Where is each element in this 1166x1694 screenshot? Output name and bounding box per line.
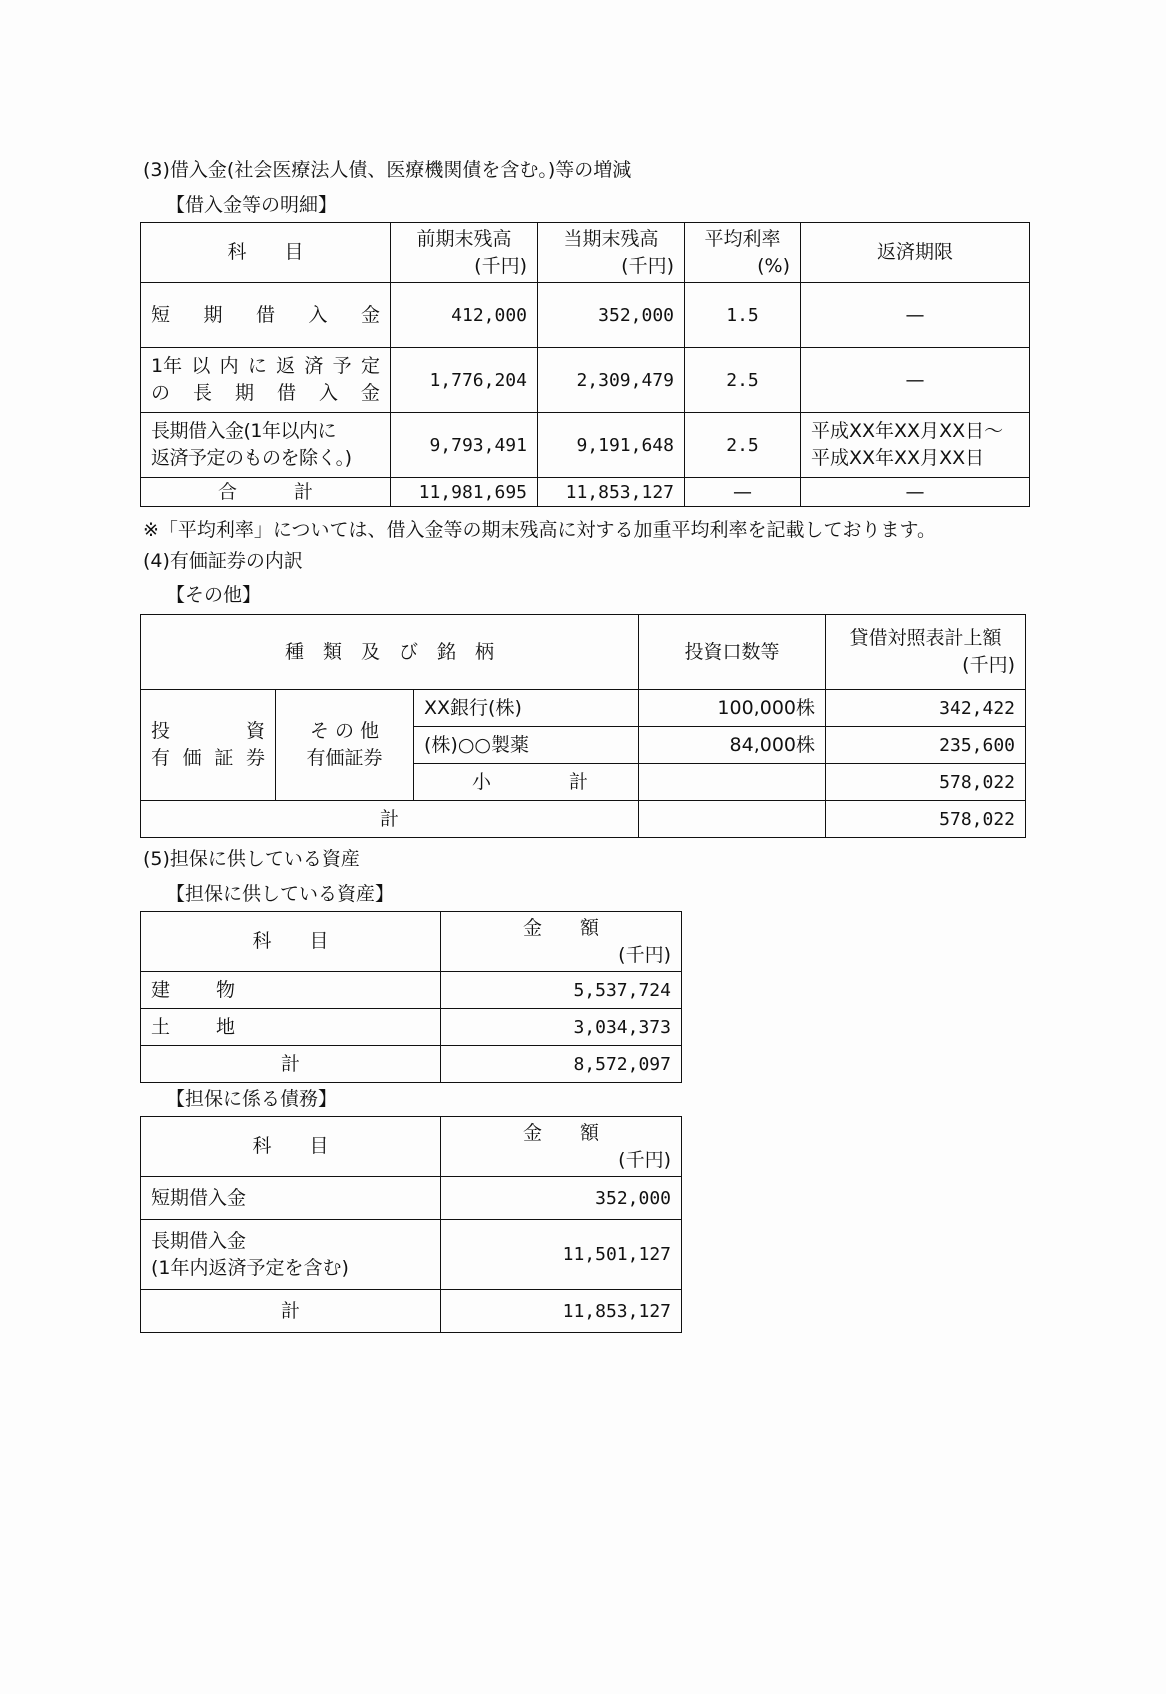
due-value: — xyxy=(801,283,1030,348)
pledged-assets-table xyxy=(140,911,682,1083)
total-row xyxy=(141,1290,682,1333)
total-label: 計 xyxy=(141,1046,441,1083)
total-rate: — xyxy=(685,478,801,507)
section3-heading: (3)借入金(社会医療法人債、医療機関債を含む。)等の増減 xyxy=(143,159,632,181)
table-row xyxy=(141,690,1026,727)
asset-account: 建 物 xyxy=(141,972,441,1009)
total-due: — xyxy=(801,478,1030,507)
liability-amount: 352,000 xyxy=(441,1177,682,1220)
curr-value: 2,309,479 xyxy=(538,348,685,413)
total-row xyxy=(141,1046,682,1083)
due-value: — xyxy=(801,348,1030,413)
col-units: 投資口数等 xyxy=(639,615,826,690)
col-account: 科 目 xyxy=(141,912,441,972)
security-value: 235,600 xyxy=(826,727,1026,764)
rate-value: 2.5 xyxy=(685,348,801,413)
col-account: 科 目 xyxy=(141,223,391,283)
col-kind: 種 類 及 び 銘 柄 xyxy=(141,615,639,690)
row-account: 短 期 借 入 金 xyxy=(141,283,391,348)
table-row xyxy=(141,413,1030,478)
table-row xyxy=(141,972,682,1009)
total-label: 合 計 xyxy=(141,478,391,507)
asset-account: 土 地 xyxy=(141,1009,441,1046)
total-prev: 11,981,695 xyxy=(391,478,538,507)
col-book-value: 貸借対照表計上額 (千円) xyxy=(826,615,1026,690)
table-header-row xyxy=(141,223,1030,283)
total-value: 578,022 xyxy=(826,801,1026,838)
total-row xyxy=(141,478,1030,507)
table-row xyxy=(141,283,1030,348)
row-account: 長期借入金(1年以内に 返済予定のものを除く。) xyxy=(141,413,391,478)
category2: そ の 他 有価証券 xyxy=(276,690,414,801)
col-curr-balance: 当期末残高 (千円) xyxy=(538,223,685,283)
security-units: 84,000株 xyxy=(639,727,826,764)
table-header-row xyxy=(141,615,1026,690)
security-units: 100,000株 xyxy=(639,690,826,727)
col-due: 返済期限 xyxy=(801,223,1030,283)
table-row xyxy=(141,348,1030,413)
security-name: (株)○○製薬 xyxy=(414,727,639,764)
section4-subheading: 【その他】 xyxy=(166,584,262,606)
col-amount: 金 額 (千円) xyxy=(441,912,682,972)
subtotal-value: 578,022 xyxy=(826,764,1026,801)
subtotal-label: 小 計 xyxy=(414,764,639,801)
col-avg-rate: 平均利率 (%) xyxy=(685,223,801,283)
category1: 投 資 有 価 証 券 xyxy=(141,690,276,801)
curr-value: 9,191,648 xyxy=(538,413,685,478)
rate-value: 1.5 xyxy=(685,283,801,348)
liability-account: 短期借入金 xyxy=(141,1177,441,1220)
curr-value: 352,000 xyxy=(538,283,685,348)
section3-subheading: 【借入金等の明細】 xyxy=(166,194,338,216)
rate-note: ※「平均利率」については、借入金等の期末残高に対する加重平均利率を記載しております。 xyxy=(143,519,937,541)
prev-value: 1,776,204 xyxy=(391,348,538,413)
liability-amount: 11,501,127 xyxy=(441,1220,682,1290)
section4-heading: (4)有価証券の内訳 xyxy=(143,550,303,572)
total-row xyxy=(141,801,1026,838)
table-row xyxy=(141,1177,682,1220)
secured-liabilities-table xyxy=(140,1116,682,1333)
rate-value: 2.5 xyxy=(685,413,801,478)
subtotal-units xyxy=(639,764,826,801)
liabilities-subheading: 【担保に係る債務】 xyxy=(166,1088,338,1110)
table-row xyxy=(141,1009,682,1046)
total-label: 計 xyxy=(141,1290,441,1333)
borrowings-table xyxy=(140,222,1030,507)
asset-amount: 3,034,373 xyxy=(441,1009,682,1046)
liability-account: 長期借入金 (1年内返済予定を含む) xyxy=(141,1220,441,1290)
col-account: 科 目 xyxy=(141,1117,441,1177)
table-row xyxy=(141,1220,682,1290)
asset-amount: 5,537,724 xyxy=(441,972,682,1009)
total-amount: 8,572,097 xyxy=(441,1046,682,1083)
table-header-row xyxy=(141,912,682,972)
col-amount: 金 額 (千円) xyxy=(441,1117,682,1177)
table-header-row xyxy=(141,1117,682,1177)
total-units xyxy=(639,801,826,838)
row-account: 1年 以 内 に 返 済 予 定 の 長 期 借 入 金 xyxy=(141,348,391,413)
prev-value: 412,000 xyxy=(391,283,538,348)
due-value: 平成XX年XX月XX日～ 平成XX年XX月XX日 xyxy=(801,413,1030,478)
total-curr: 11,853,127 xyxy=(538,478,685,507)
security-name: XX銀行(株) xyxy=(414,690,639,727)
section5-heading: (5)担保に供している資産 xyxy=(143,848,360,870)
col-prev-balance: 前期末残高 (千円) xyxy=(391,223,538,283)
total-label: 計 xyxy=(141,801,639,838)
assets-subheading: 【担保に供している資産】 xyxy=(166,883,395,905)
prev-value: 9,793,491 xyxy=(391,413,538,478)
security-value: 342,422 xyxy=(826,690,1026,727)
securities-table xyxy=(140,614,1026,838)
total-amount: 11,853,127 xyxy=(441,1290,682,1333)
